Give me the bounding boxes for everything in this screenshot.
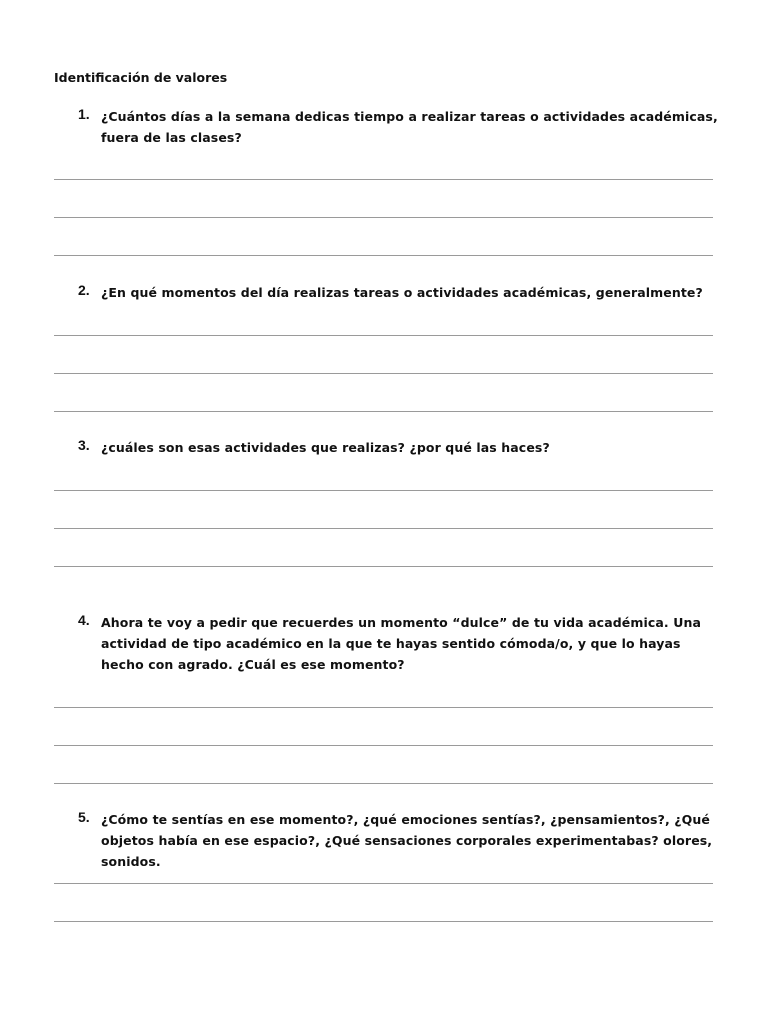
answer-line-2b[interactable]	[54, 373, 713, 374]
answer-line-1a[interactable]	[54, 179, 713, 180]
question-1-text: ¿Cuántos días a la semana dedicas tiempo a realizar tareas o actividades académicas, fuera de las clases?	[101, 109, 718, 145]
question-2-number: 2.	[78, 282, 90, 298]
answer-line-4b[interactable]	[54, 745, 713, 746]
answer-line-1c[interactable]	[54, 255, 713, 256]
answer-line-4c[interactable]	[54, 783, 713, 784]
answer-line-3c[interactable]	[54, 566, 713, 567]
question-5-text: ¿Cómo te sentías en ese momento?, ¿qué emociones sentías?, ¿pensamientos?, ¿Qué objetos había en ese espacio?, ¿Qué sensaciones corporales experimentabas? olores, sonidos.	[101, 812, 713, 869]
answer-line-1b[interactable]	[54, 217, 713, 218]
answer-line-2c[interactable]	[54, 411, 713, 412]
answer-line-4a[interactable]	[54, 707, 713, 708]
answer-line-5a[interactable]	[54, 883, 713, 884]
question-4-number: 4.	[78, 612, 90, 628]
answer-line-5b[interactable]	[54, 921, 713, 922]
question-5-number: 5.	[78, 809, 90, 825]
question-1-number: 1.	[78, 106, 90, 122]
question-3-text: ¿cuáles son esas actividades que realizas? ¿por qué las haces?	[101, 440, 550, 455]
answer-line-3b[interactable]	[54, 528, 713, 529]
question-3-number: 3.	[78, 437, 90, 453]
worksheet-title: Identificación de valores	[54, 70, 228, 85]
answer-line-2a[interactable]	[54, 335, 713, 336]
question-2-text: ¿En qué momentos del día realizas tareas o actividades académicas, generalmente?	[101, 285, 703, 300]
question-4-text: Ahora te voy a pedir que recuerdes un momento “dulce” de tu vida académica. Una actividad de tipo académico en la que te hayas sentido cómoda/o, y que lo hayas hecho con agrado. ¿Cuál es ese momento?	[101, 615, 701, 672]
answer-line-3a[interactable]	[54, 490, 713, 491]
